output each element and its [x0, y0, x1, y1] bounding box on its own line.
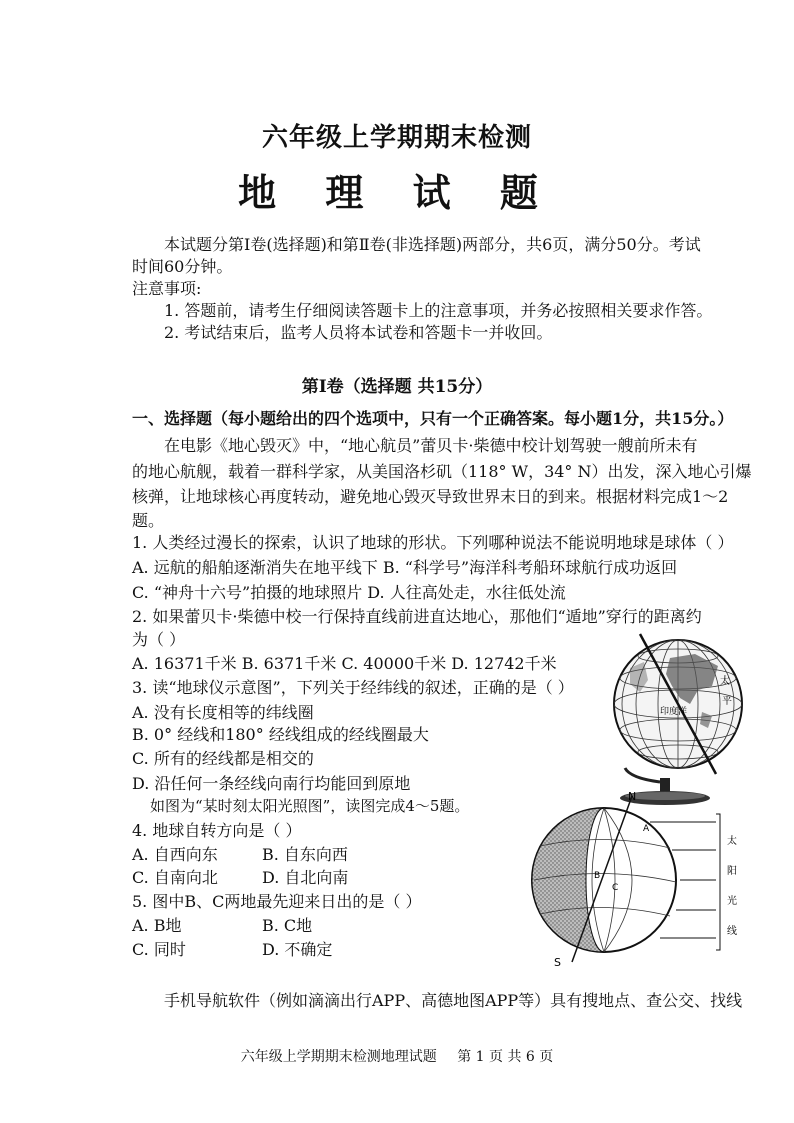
globe-label-indian-ocean: 印度洋: [660, 707, 688, 717]
notice-item-1: 1. 答题前，请考生仔细阅读答题卡上的注意事项，并务必按照相关要求作答。: [164, 301, 713, 320]
passage-line-4: 题。: [132, 511, 165, 530]
q1-options-cd: C. “神舟十六号”拍摄的地球照片 D. 人往高处走，水往低处流: [132, 583, 566, 602]
sunlight-label-guang: 光: [727, 896, 737, 907]
subject-title: 地 理 试 题: [238, 170, 556, 215]
notice-item-2: 2. 考试结束后，监考人员将本试卷和答题卡一并收回。: [164, 323, 553, 342]
south-label: S: [554, 956, 561, 969]
q1-options-ab: A. 远航的船舶逐渐消失在地平线下 B. “科学号”海洋科考船环球航行成功返回: [132, 558, 678, 577]
passage-line-1: 在电影《地心毁灭》中，“地心航员”蕾贝卡·柴德中校计划驾驶一艘前所未有: [164, 436, 698, 455]
q2-stem-1: 2. 如果蕾贝卡·柴德中校一行保持直线前进直达地心，那他们“遁地”穿行的距离约: [132, 607, 702, 626]
q5-option-a: A. B地: [132, 916, 182, 935]
globe-label-ping: 平: [722, 696, 732, 707]
globe-label-tai: 太: [720, 676, 730, 687]
q4-stem: 4. 地球自转方向是（ ）: [132, 821, 302, 840]
q2-stem-2: 为（ ）: [132, 630, 186, 649]
exam-title: 六年级上学期期末检测: [261, 123, 532, 153]
passage-line-3: 核弹，让地球核心再度转动，避免地心毁灭导致世界末日的到来。根据材料完成1～2: [132, 487, 729, 506]
q3-option-d: D. 沿任何一条经线向南行均能回到原地: [132, 774, 411, 793]
q2-options: A. 16371千米 B. 6371千米 C. 40000千米 D. 12742千米: [132, 654, 557, 673]
q4-option-a: A. 自西向东: [132, 845, 218, 864]
intro-line-1: 本试题分第Ⅰ卷(选择题)和第Ⅱ卷(非选择题)两部分，共6页，满分50分。考试: [164, 235, 701, 254]
passage-line-2: 的地心航舰，载着一群科学家，从美国洛杉矶（118° W，34° N）出发，深入地心引爆: [132, 462, 752, 481]
section-heading: 一、选择题（每小题给出的四个选项中，只有一个正确答案。每小题1分，共15分。）: [132, 409, 734, 428]
sunlight-label-yang: 阳: [727, 866, 737, 877]
footer-page-number: 第 1 页 共 6 页: [457, 1049, 554, 1065]
passage-2: 如图为“某时刻太阳光照图”，读图完成4～5题。: [150, 797, 470, 815]
q5-stem: 5. 图中B、C两地最先迎来日出的是（ ）: [132, 892, 422, 911]
q3-option-a: A. 没有长度相等的纬线圈: [132, 703, 314, 722]
q3-option-b: B. 0° 经线和180° 经线组成的经线圈最大: [132, 725, 429, 744]
sunlight-figure: [520, 786, 760, 970]
point-b-label: B: [594, 871, 601, 881]
q1-stem: 1. 人类经过漫长的探索，认识了地球的形状。下列哪种说法不能说明地球是球体（ ）: [132, 533, 734, 552]
passage-3: 手机导航软件（例如滴滴出行APP、高德地图APP等）具有搜地点、查公交、找线: [164, 991, 743, 1010]
sunlight-label-xian: 线: [727, 926, 737, 937]
q3-stem: 3. 读“地球仪示意图”，下列关于经纬线的叙述，正确的是（ ）: [132, 678, 574, 697]
point-a-label: A: [643, 824, 650, 834]
north-label: N: [628, 790, 637, 803]
section-title: 第Ⅰ卷（选择题 共15分）: [301, 377, 493, 397]
q5-option-b: B. C地: [262, 916, 313, 935]
footer-doc-title: 六年级上学期期末检测地理试题: [240, 1049, 437, 1065]
q4-option-c: C. 自南向北: [132, 868, 218, 887]
q4-option-b: B. 自东向西: [262, 845, 348, 864]
notice-label: 注意事项:: [132, 279, 202, 298]
globe-figure: [600, 628, 750, 808]
point-c-label: C: [612, 883, 619, 893]
sunlight-label-tai: 太: [727, 836, 737, 847]
q5-option-d: D. 不确定: [262, 940, 333, 959]
q3-option-c: C. 所有的经线都是相交的: [132, 749, 314, 768]
page-footer: [0, 1046, 794, 1066]
intro-line-2: 时间60分钟。: [132, 257, 233, 276]
q5-option-c: C. 同时: [132, 940, 186, 959]
q4-option-d: D. 自北向南: [262, 868, 349, 887]
